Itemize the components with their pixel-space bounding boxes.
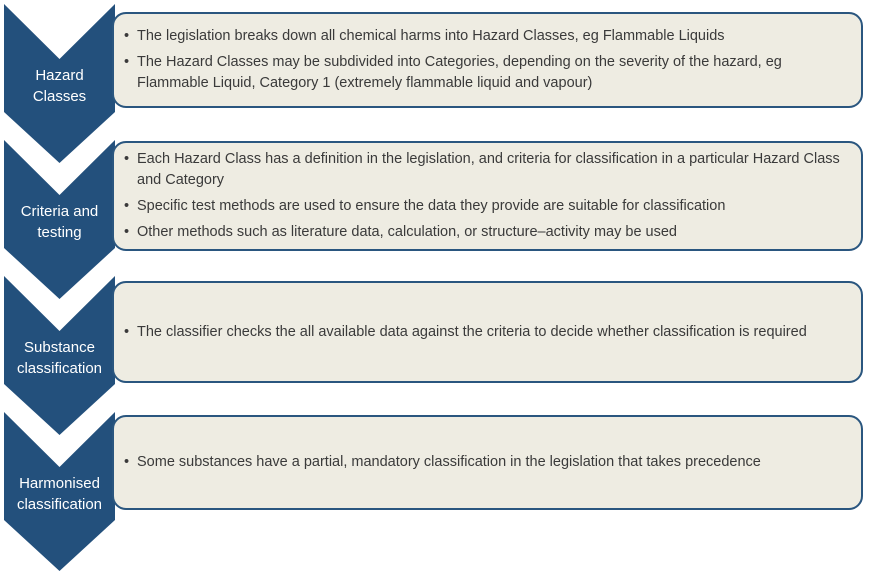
bullet-list xyxy=(114,313,823,352)
bullet-item: • The legislation breaks down all chemical harms into Hazard Classes, eg Flammable Liquids xyxy=(122,26,845,47)
bullet-list xyxy=(114,443,777,482)
bullet-item: • Other methods such as literature data, calculation, or structure–activity may be used xyxy=(122,222,845,243)
stage-label: Hazard Classes xyxy=(32,66,87,105)
bullet-item: • The Hazard Classes may be subdivided into Categories, depending on the severity of the hazard, eg Flammable Liquid, Category 1 (extremely flammable liquid and vapour) xyxy=(122,52,845,94)
textbox-hazard-classes xyxy=(112,12,863,108)
bullet-list xyxy=(114,140,861,252)
textbox-harmonised-classification xyxy=(112,415,863,510)
stage-label: Substance classification xyxy=(16,338,103,377)
stage-label: Harmonised classification xyxy=(16,474,103,513)
textbox-substance-classification xyxy=(112,281,863,383)
stage-label: Criteria and testing xyxy=(20,202,99,241)
chevron-harmonised-classification xyxy=(4,412,115,571)
textbox-criteria-and-testing xyxy=(112,141,863,251)
bullet-item: • The classifier checks the all available data against the criteria to decide whether classification is required xyxy=(122,322,807,343)
bullet-item: • Some substances have a partial, mandatory classification in the legislation that takes precedence xyxy=(122,452,761,473)
bullet-item: • Each Hazard Class has a definition in the legislation, and criteria for classification in a particular Hazard Class and Category xyxy=(122,149,845,191)
bullet-list xyxy=(114,17,861,103)
bullet-item: • Specific test methods are used to ensure the data they provide are suitable for classification xyxy=(122,196,845,217)
